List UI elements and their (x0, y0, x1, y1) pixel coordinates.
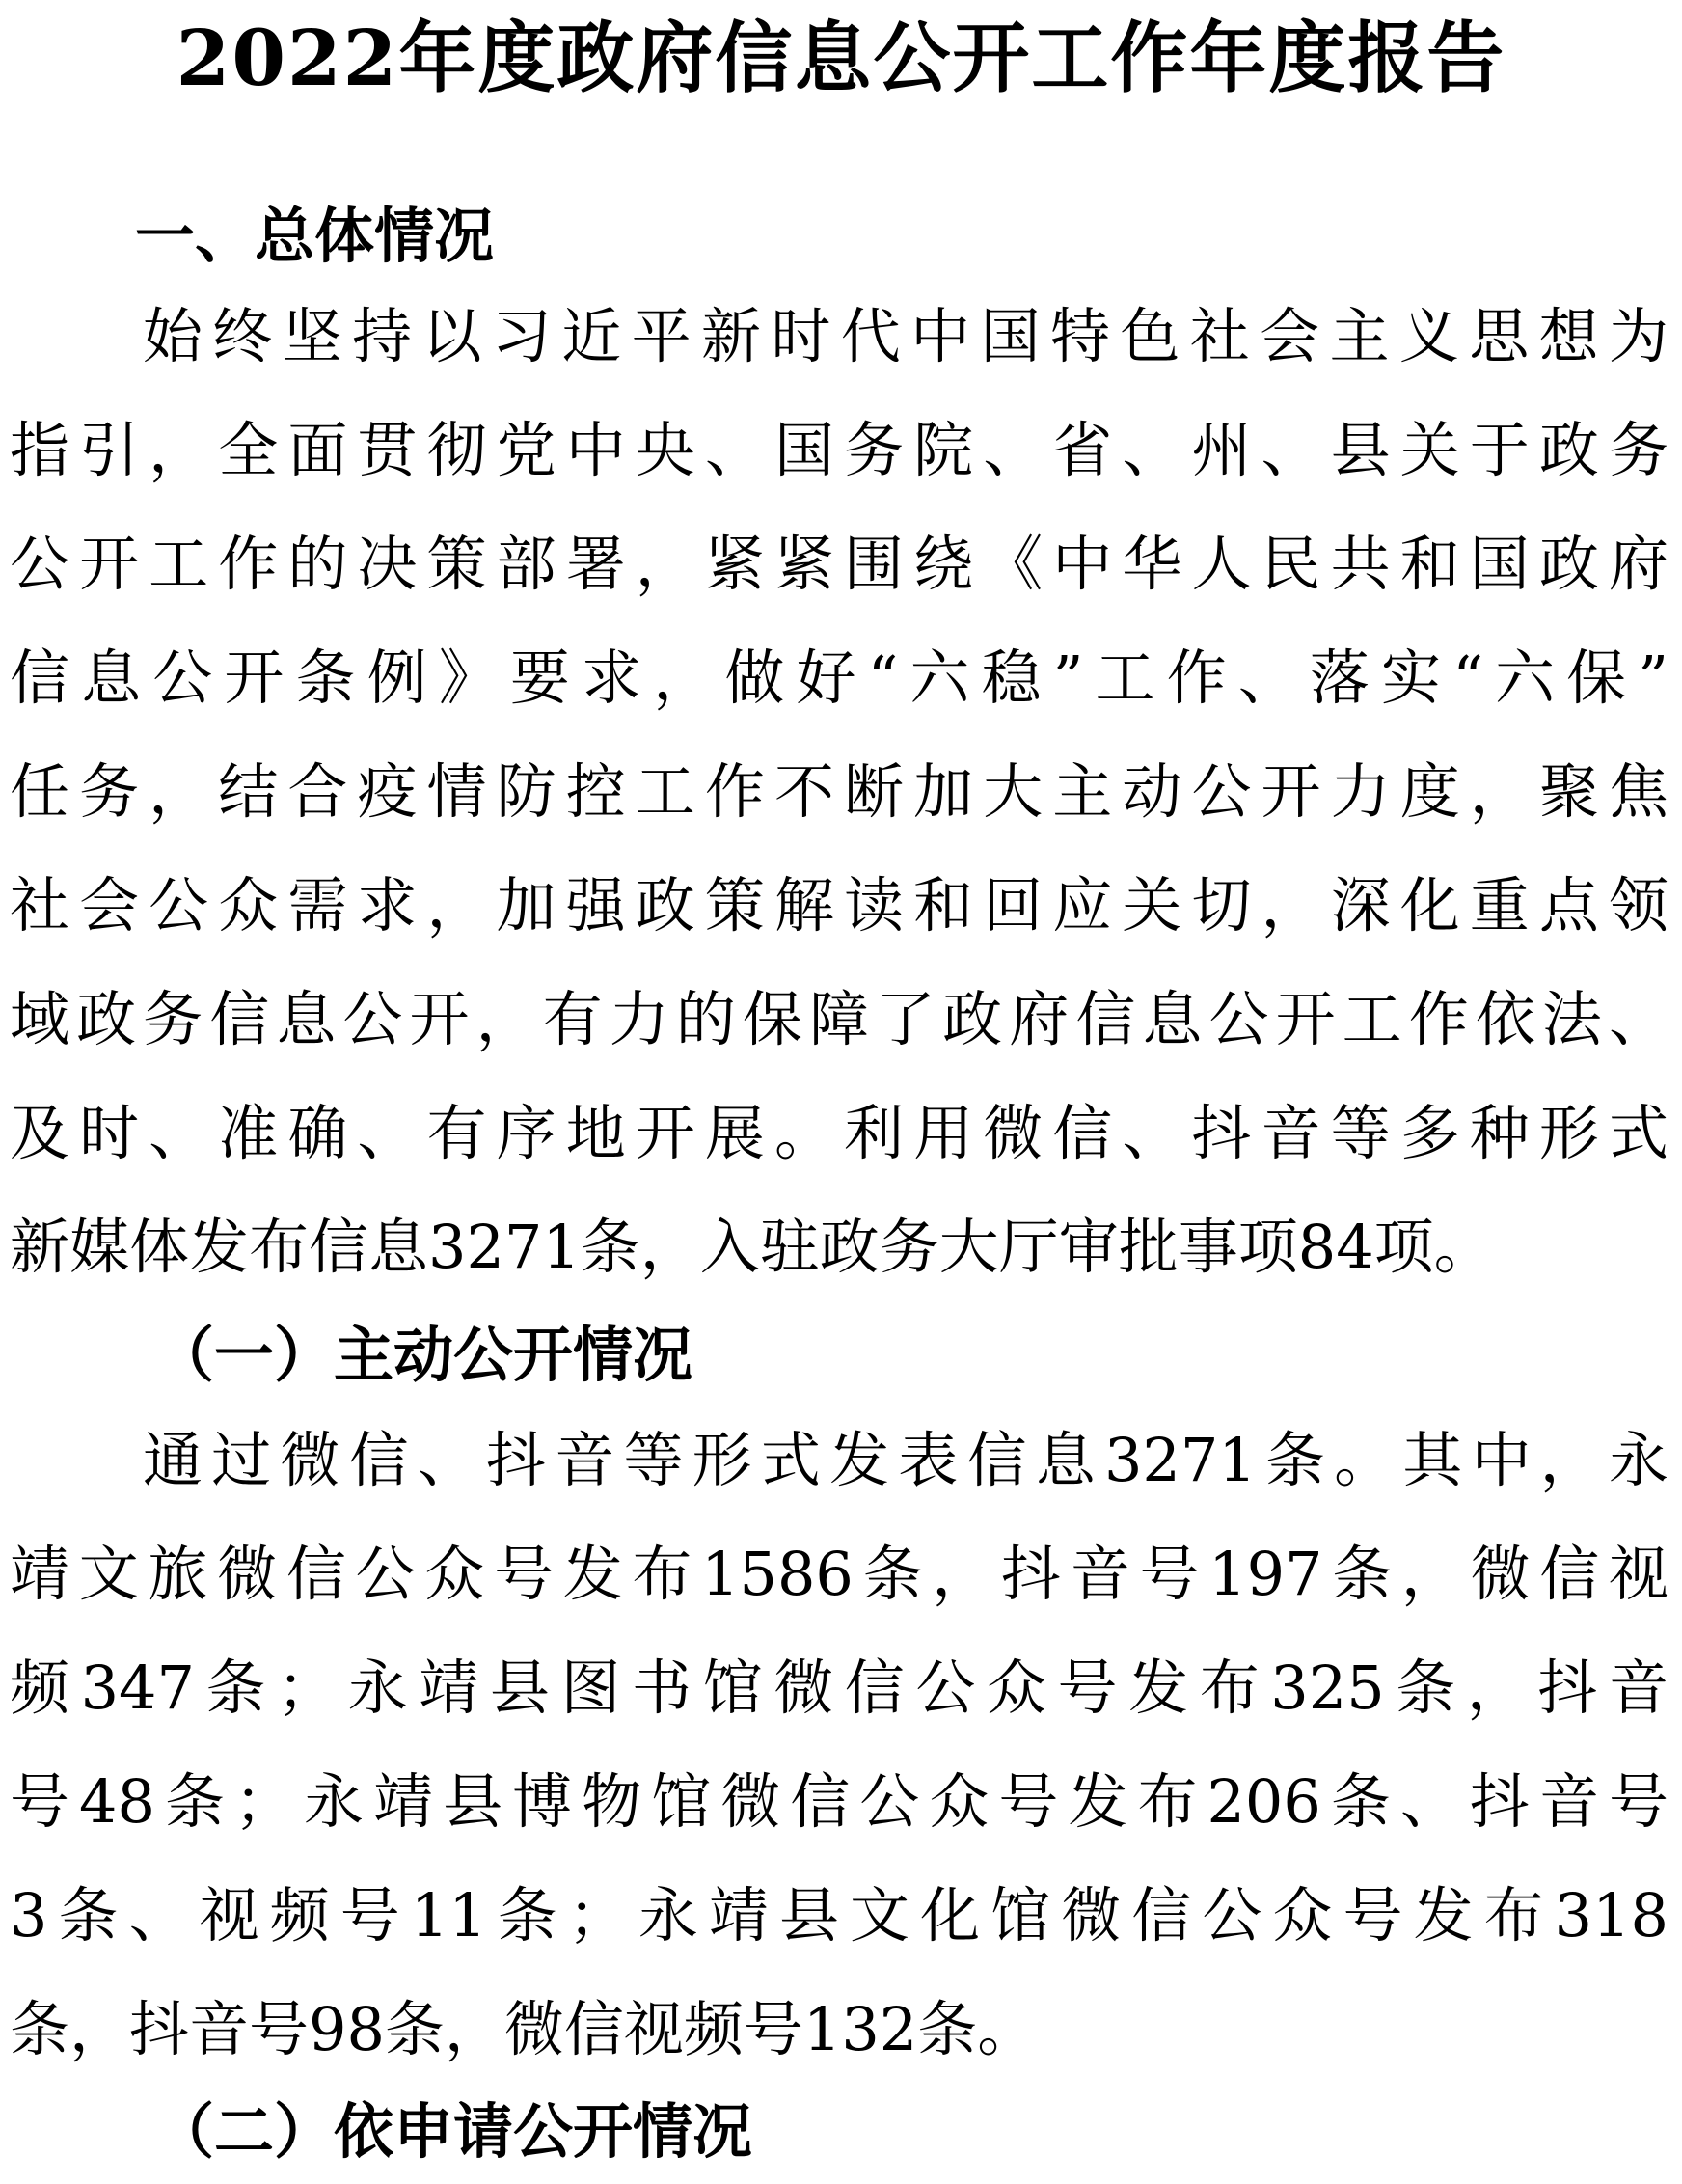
paragraph-line: 号48条；永靖县博物馆微信公众号发布206条、抖音号 (10, 1766, 1668, 1837)
paragraph-line: 条，抖音号98条，微信视频号132条。 (10, 1994, 1038, 2064)
paragraph-overall (10, 280, 1668, 1304)
section-heading-overall: 一、总体情况 (135, 201, 495, 271)
document-title: 2022年度政府信息公开工作年度报告 (176, 13, 1506, 103)
paragraph-line: 靖文旅微信公众号发布1586条，抖音号197条，微信视 (10, 1539, 1668, 1609)
paragraph-proactive (10, 1404, 1668, 2087)
paragraph-line: 公开工作的决策部署，紧紧围绕《中华人民共和国政府 (10, 529, 1668, 599)
paragraph-line: 指引，全面贯彻党中央、国务院、省、州、县关于政务 (10, 415, 1668, 485)
paragraph-line: 信息公开条例》要求，做好“六稳”工作、落实“六保” (10, 642, 1668, 713)
paragraph-line: 新媒体发布信息3271条，入驻政务大厅审批事项84项。 (10, 1212, 1494, 1282)
subsection-heading-proactive: （一）主动公开情况 (154, 1320, 693, 1390)
paragraph-line: 通过微信、抖音等形式发表信息3271条。其中，永 (143, 1425, 1668, 1495)
paragraph-line: 任务，结合疫情防控工作不断加大主动公开力度，聚焦 (10, 756, 1668, 827)
paragraph-line: 3条、视频号11条；永靖县文化馆微信公众号发布318 (10, 1880, 1668, 1951)
paragraph-line: 社会公众需求，加强政策解读和回应关切，深化重点领 (10, 870, 1668, 941)
paragraph-line: 域政务信息公开，有力的保障了政府信息公开工作依法、 (10, 984, 1668, 1054)
paragraph-line: 始终坚持以习近平新时代中国特色社会主义思想为 (143, 301, 1668, 371)
paragraph-line: 及时、准确、有序地开展。利用微信、抖音等多种形式 (10, 1098, 1668, 1168)
subsection-heading-on-request: （二）依申请公开情况 (154, 2096, 753, 2167)
paragraph-line: 频347条；永靖县图书馆微信公众号发布325条，抖音 (10, 1652, 1668, 1723)
